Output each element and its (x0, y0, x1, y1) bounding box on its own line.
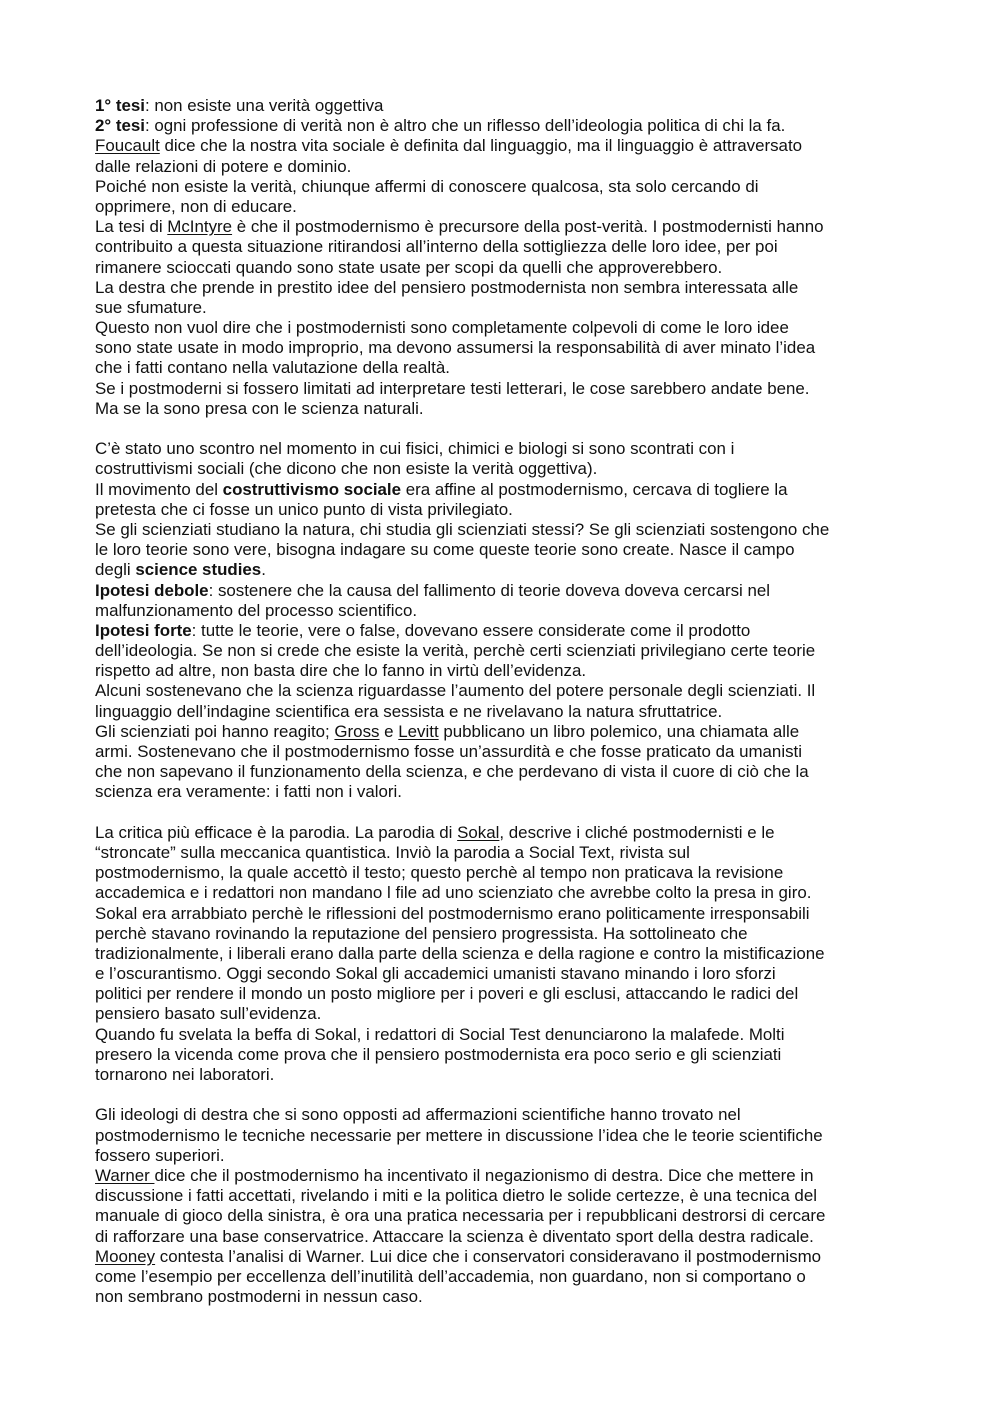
bold-term: 1° tesi (95, 96, 145, 115)
text-segment: pretesta che ci fosse un unico punto di vista privilegiato. (95, 499, 513, 519)
paragraph-gap (95, 419, 915, 439)
text-line (95, 96, 915, 116)
text-segment: : non esiste una verità oggettiva (144, 96, 384, 115)
bold-term: Ipotesi forte (95, 620, 192, 640)
text-line (95, 157, 915, 177)
text-line (95, 1025, 915, 1045)
text-segment: Poiché non esiste la verità, chiunque affermi di conoscere qualcosa, sta solo cercando di (95, 176, 759, 196)
text-segment: armi. Sostenevano che il postmodernismo fosse un’assurdità e che fosse praticato da umanisti (95, 742, 802, 761)
text-segment: costruttivismi sociali (che dicono che non esiste la verità oggettiva). (95, 459, 598, 479)
text-segment: Sokal era arrabbiato perchè le riflessioni del postmodernismo erano politicamente irresponsabili (95, 903, 810, 923)
text-segment: “stroncate” sulla meccanica quantistica. Inviò la parodia a Social Text, rivista sul (95, 842, 690, 862)
text-line (95, 520, 915, 540)
text-line (95, 681, 915, 701)
text-segment: Quando fu svelata la beffa di Sokal, i redattori di Social Test denunciarono la malafede. Molti (95, 1024, 785, 1044)
text-line (95, 863, 915, 883)
text-line (95, 984, 915, 1004)
underlined-name: Warner (95, 1165, 155, 1185)
text-line (95, 1045, 915, 1065)
text-segment: dalle relazioni di potere e dominio. (95, 156, 352, 176)
text-line (95, 278, 915, 298)
text-segment: Il movimento del (95, 479, 223, 499)
text-segment: Gli ideologi di destra che si sono opposti ad affermazioni scientifiche hanno trovato nel (95, 1105, 741, 1125)
text-segment: . (261, 560, 266, 580)
text-line (95, 399, 915, 419)
text-segment: non sembrano postmoderni in nessun caso. (95, 1287, 423, 1307)
text-segment: degli (95, 560, 136, 580)
text-segment: che non sapevano il funzionamento della scienza, e che perdevano di vista il cuore di ciò che la (95, 762, 809, 782)
text-line (95, 500, 915, 520)
text-line (95, 641, 915, 661)
text-segment: presero la vicenda come prova che il pensiero postmodernista era poco serio e gli scienziati (95, 1044, 782, 1064)
text-line (95, 136, 915, 156)
text-line (95, 782, 915, 802)
text-line (95, 1105, 915, 1125)
text-segment: Questo non vuol dire che i postmodernisti sono completamente colpevoli di come le loro idee (95, 318, 789, 338)
text-segment: pubblicano un libro polemico, una chiamata alle (438, 721, 800, 741)
text-line (95, 560, 915, 580)
text-line (95, 379, 915, 399)
text-segment: La tesi di (95, 217, 168, 237)
text-segment: perchè stavano rovinando la reputazione del pensiero progressista. Ha sottolineato che (95, 923, 748, 943)
text-line (95, 601, 915, 621)
text-line (95, 480, 915, 500)
underlined-name: Foucault (95, 136, 160, 156)
text-segment: La destra che prende in prestito idee del pensiero postmodernista non sembra interessata alle (95, 277, 799, 297)
text-segment: C’è stato uno scontro nel momento in cui fisici, chimici e biologi si sono scontrati con i (95, 439, 735, 459)
text-segment: manuale di gioco della sinistra, è ora una pratica necessaria per i repubblicani destrorsi di cercare (95, 1206, 826, 1226)
paragraph-gap (95, 1085, 915, 1105)
text-segment: è che il postmodernismo è precursore della post-verità. I postmodernisti hanno (232, 217, 824, 237)
text-line (95, 843, 915, 863)
text-line (95, 217, 915, 237)
text-line (95, 1227, 915, 1247)
text-segment: rispetto ad altre, non basta dire che lo fanno in virtù dell’evidenza. (95, 661, 587, 681)
text-line (95, 1247, 915, 1267)
text-segment: Ma se la sono presa con le scienza naturali. (95, 398, 424, 418)
document-page (95, 96, 915, 1307)
text-line (95, 1267, 915, 1287)
text-segment: come l’esempio per eccellenza dell’inutilità dell’accademia, non guardano, non si comportano o (95, 1266, 806, 1286)
text-segment: era affine al postmodernismo, cercava di togliere la (401, 479, 788, 499)
text-segment: La critica più efficace è la parodia. La parodia di (95, 822, 458, 842)
text-line (95, 904, 915, 924)
text-segment: pensiero basato sull’evidenza. (95, 1004, 322, 1024)
underlined-name: Levitt (398, 721, 439, 741)
text-segment: e l’oscurantismo. Oggi secondo Sokal gli accademici umanisti stavano minando i loro sforzi (95, 964, 776, 984)
text-segment: : tutte le teorie, vere o false, dovevano essere considerate come il prodotto (191, 620, 751, 640)
text-line (95, 439, 915, 459)
text-line (95, 742, 915, 762)
text-segment: che i fatti contano nella valutazione della realtà. (95, 358, 450, 378)
text-segment: postmodernismo, la quale accettò il testo; questo perchè al tempo non praticava la revisione (95, 863, 784, 883)
text-line (95, 459, 915, 479)
text-segment: contribuito a questa situazione ritirandosi all’interno della sottigliezza delle loro idee, per poi (95, 237, 778, 257)
underlined-name: Gross (334, 721, 380, 741)
text-line (95, 581, 915, 601)
text-segment: opprimere, non di educare. (95, 196, 297, 216)
bold-term: costruttivismo sociale (222, 479, 402, 499)
text-segment: contesta l’analisi di Warner. Lui dice che i conservatori consideravano il postmodernismo (155, 1246, 822, 1266)
text-segment: scienza era veramente: i fatti non i valori. (95, 782, 402, 802)
text-line (95, 883, 915, 903)
text-segment: discussione i fatti accettati, rivelando i miti e la politica dietro le solide certezze, è una tecnica del (95, 1186, 817, 1206)
text-segment: dice che la nostra vita sociale è definita dal linguaggio, ma il linguaggio è attraversato (159, 136, 803, 156)
underlined-name: Mooney (95, 1246, 156, 1266)
text-segment: tornarono nei laboratori. (95, 1065, 275, 1084)
text-segment: dice che il postmodernismo ha incentivato il negazionismo di destra. Dice che mettere in (154, 1165, 814, 1185)
text-line (95, 661, 915, 681)
text-line (95, 1166, 915, 1186)
text-segment: , descrive i cliché postmodernisti e le (499, 822, 775, 842)
text-segment: di rafforzare una base conservatrice. Attaccare la scienza è diventato sport della destra radicale. (95, 1226, 814, 1246)
text-line (95, 258, 915, 278)
text-line (95, 1146, 915, 1166)
text-segment: : ogni professione di verità non è altro che un riflesso dell’ideologia politica di chi la fa. (144, 116, 786, 136)
text-segment: le loro teorie sono vere, bisogna indagare su come queste teorie sono create. Nasce il campo (95, 540, 795, 560)
bold-term: 2° tesi (95, 116, 145, 136)
text-line (95, 1065, 915, 1085)
text-line (95, 621, 915, 641)
text-line (95, 702, 915, 722)
text-line (95, 924, 915, 944)
text-segment: sue sfumature. (95, 297, 207, 317)
text-segment: fossero superiori. (95, 1145, 225, 1165)
bold-term: Ipotesi debole (95, 580, 209, 600)
text-line (95, 1186, 915, 1206)
text-line (95, 298, 915, 318)
text-line (95, 964, 915, 984)
text-segment: Alcuni sostenevano che la scienza riguardasse l’aumento del potere personale degli scienziati. Il (95, 681, 816, 701)
text-line (95, 358, 915, 378)
text-line (95, 823, 915, 843)
text-segment: tradizionalmente, i liberali erano dalla parte della scienza e della ragione e contro la mistificazione (95, 943, 825, 963)
text-segment: e (379, 721, 399, 741)
text-segment: Se gli scienziati studiano la natura, chi studia gli scienziati stessi? Se gli scienziati sostengono che (95, 519, 830, 539)
bold-term: science studies (135, 560, 262, 580)
text-segment: sono state usate in modo improprio, ma devono assumersi la responsabilità di aver minato l’idea (95, 338, 816, 358)
text-line (95, 177, 915, 197)
text-line (95, 944, 915, 964)
text-line (95, 1206, 915, 1226)
text-segment: malfunzionamento del processo scientifico. (95, 600, 418, 620)
text-segment: Se i postmoderni si fossero limitati ad interpretare testi letterari, le cose sarebbero andate bene. (95, 378, 810, 398)
text-line (95, 540, 915, 560)
text-line (95, 197, 915, 217)
text-line (95, 762, 915, 782)
text-segment: rimanere scioccati quando sono state usate per scopi da quelli che approverebbero. (95, 257, 723, 277)
text-line (95, 237, 915, 257)
text-line (95, 116, 915, 136)
text-line (95, 1126, 915, 1146)
text-segment: Gli scienziati poi hanno reagito; (95, 721, 335, 741)
text-segment: dell’ideologia. Se non si crede che esiste la verità, perchè certi scienziati privilegiano certe teorie (95, 641, 816, 661)
text-line (95, 722, 915, 742)
text-segment: politici per rendere il mondo un posto migliore per i poveri e gli esclusi, attaccando le radici del (95, 984, 799, 1004)
underlined-name: Sokal (457, 822, 500, 842)
text-segment: : sostenere che la causa del fallimento di teorie doveva doveva cercarsi nel (208, 580, 771, 600)
text-line (95, 1287, 915, 1307)
text-segment: postmodernismo le tecniche necessarie per mettere in discussione l’idea che le teorie scientifiche (95, 1125, 823, 1145)
paragraph-gap (95, 803, 915, 823)
text-line (95, 318, 915, 338)
text-line (95, 338, 915, 358)
underlined-name: McIntyre (167, 217, 233, 237)
text-segment: linguaggio dell’indagine scientifica era sessista e ne rivelavano la natura sfruttatrice. (95, 701, 723, 721)
text-line (95, 1004, 915, 1024)
text-segment: accademica e i redattori non mandano l file ad uno scienziato che avrebbe colto la presa in giro. (95, 883, 812, 903)
